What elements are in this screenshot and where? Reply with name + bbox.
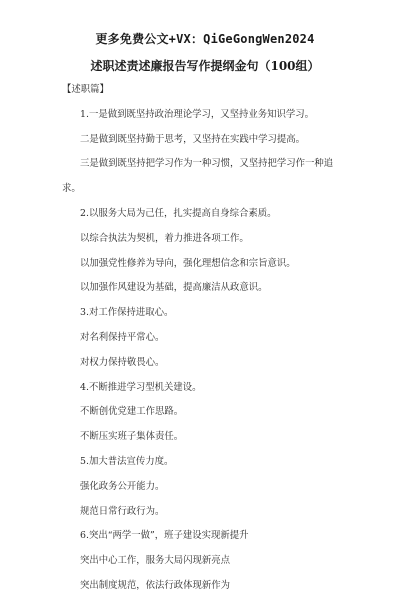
paragraph-line: 二是做到既坚持勤于思考，又坚持在实践中学习提高。 (80, 133, 306, 145)
paragraph-line: 3.对工作保持进取心。 (80, 307, 174, 319)
paragraph-line: 规范日常行政行为。 (80, 505, 165, 517)
paragraph-line: 突出制度规范，依法行政体现新作为 (80, 579, 231, 591)
paragraph-line: 以加强党性修养为导向，强化理想信念和宗旨意识。 (80, 257, 296, 269)
paragraph-line: 对名利保持平常心。 (80, 331, 165, 343)
paragraph-line: 突出中心工作，服务大局闪现新亮点 (80, 555, 231, 567)
paragraph-line: 以综合执法为契机，着力推进各项工作。 (80, 232, 249, 244)
paragraph-line: 5.加大普法宣传力度。 (80, 455, 174, 467)
paragraph-line: 强化政务公开能力。 (80, 480, 165, 492)
paragraph-line: 6.突出“两学一做”，班子建设实现新提升 (80, 530, 249, 542)
paragraph-line: 求。 (62, 183, 81, 195)
paragraph-line: 1.一是做到既坚持政治理论学习，又坚持业务知识学习。 (80, 108, 314, 120)
paragraph-line: 三是做到既坚持把学习作为一种习惯，又坚持把学习作一种追 (80, 158, 334, 170)
paragraph-line: 4.不断推进学习型机关建设。 (80, 381, 202, 393)
paragraph-line: 对权力保持敬畏心。 (80, 356, 165, 368)
paragraph-line: 不断压实班子集体责任。 (80, 431, 184, 443)
paragraph-line: 不断创优党建工作思路。 (80, 406, 184, 418)
paragraph-line: 以加强作风建设为基础，提高廉洁从政意识。 (80, 282, 268, 294)
document-title: 述职述责述廉报告写作提纲金句（100组） (90, 59, 320, 73)
section-tag: 【述职篇】 (62, 84, 109, 95)
paragraph-line: 2.以服务大局为己任，扎实提高自身综合素质。 (80, 207, 277, 219)
promo-header: 更多免费公文+VX：QiGeGongWen2024 (95, 32, 315, 46)
document-body (62, 78, 362, 599)
